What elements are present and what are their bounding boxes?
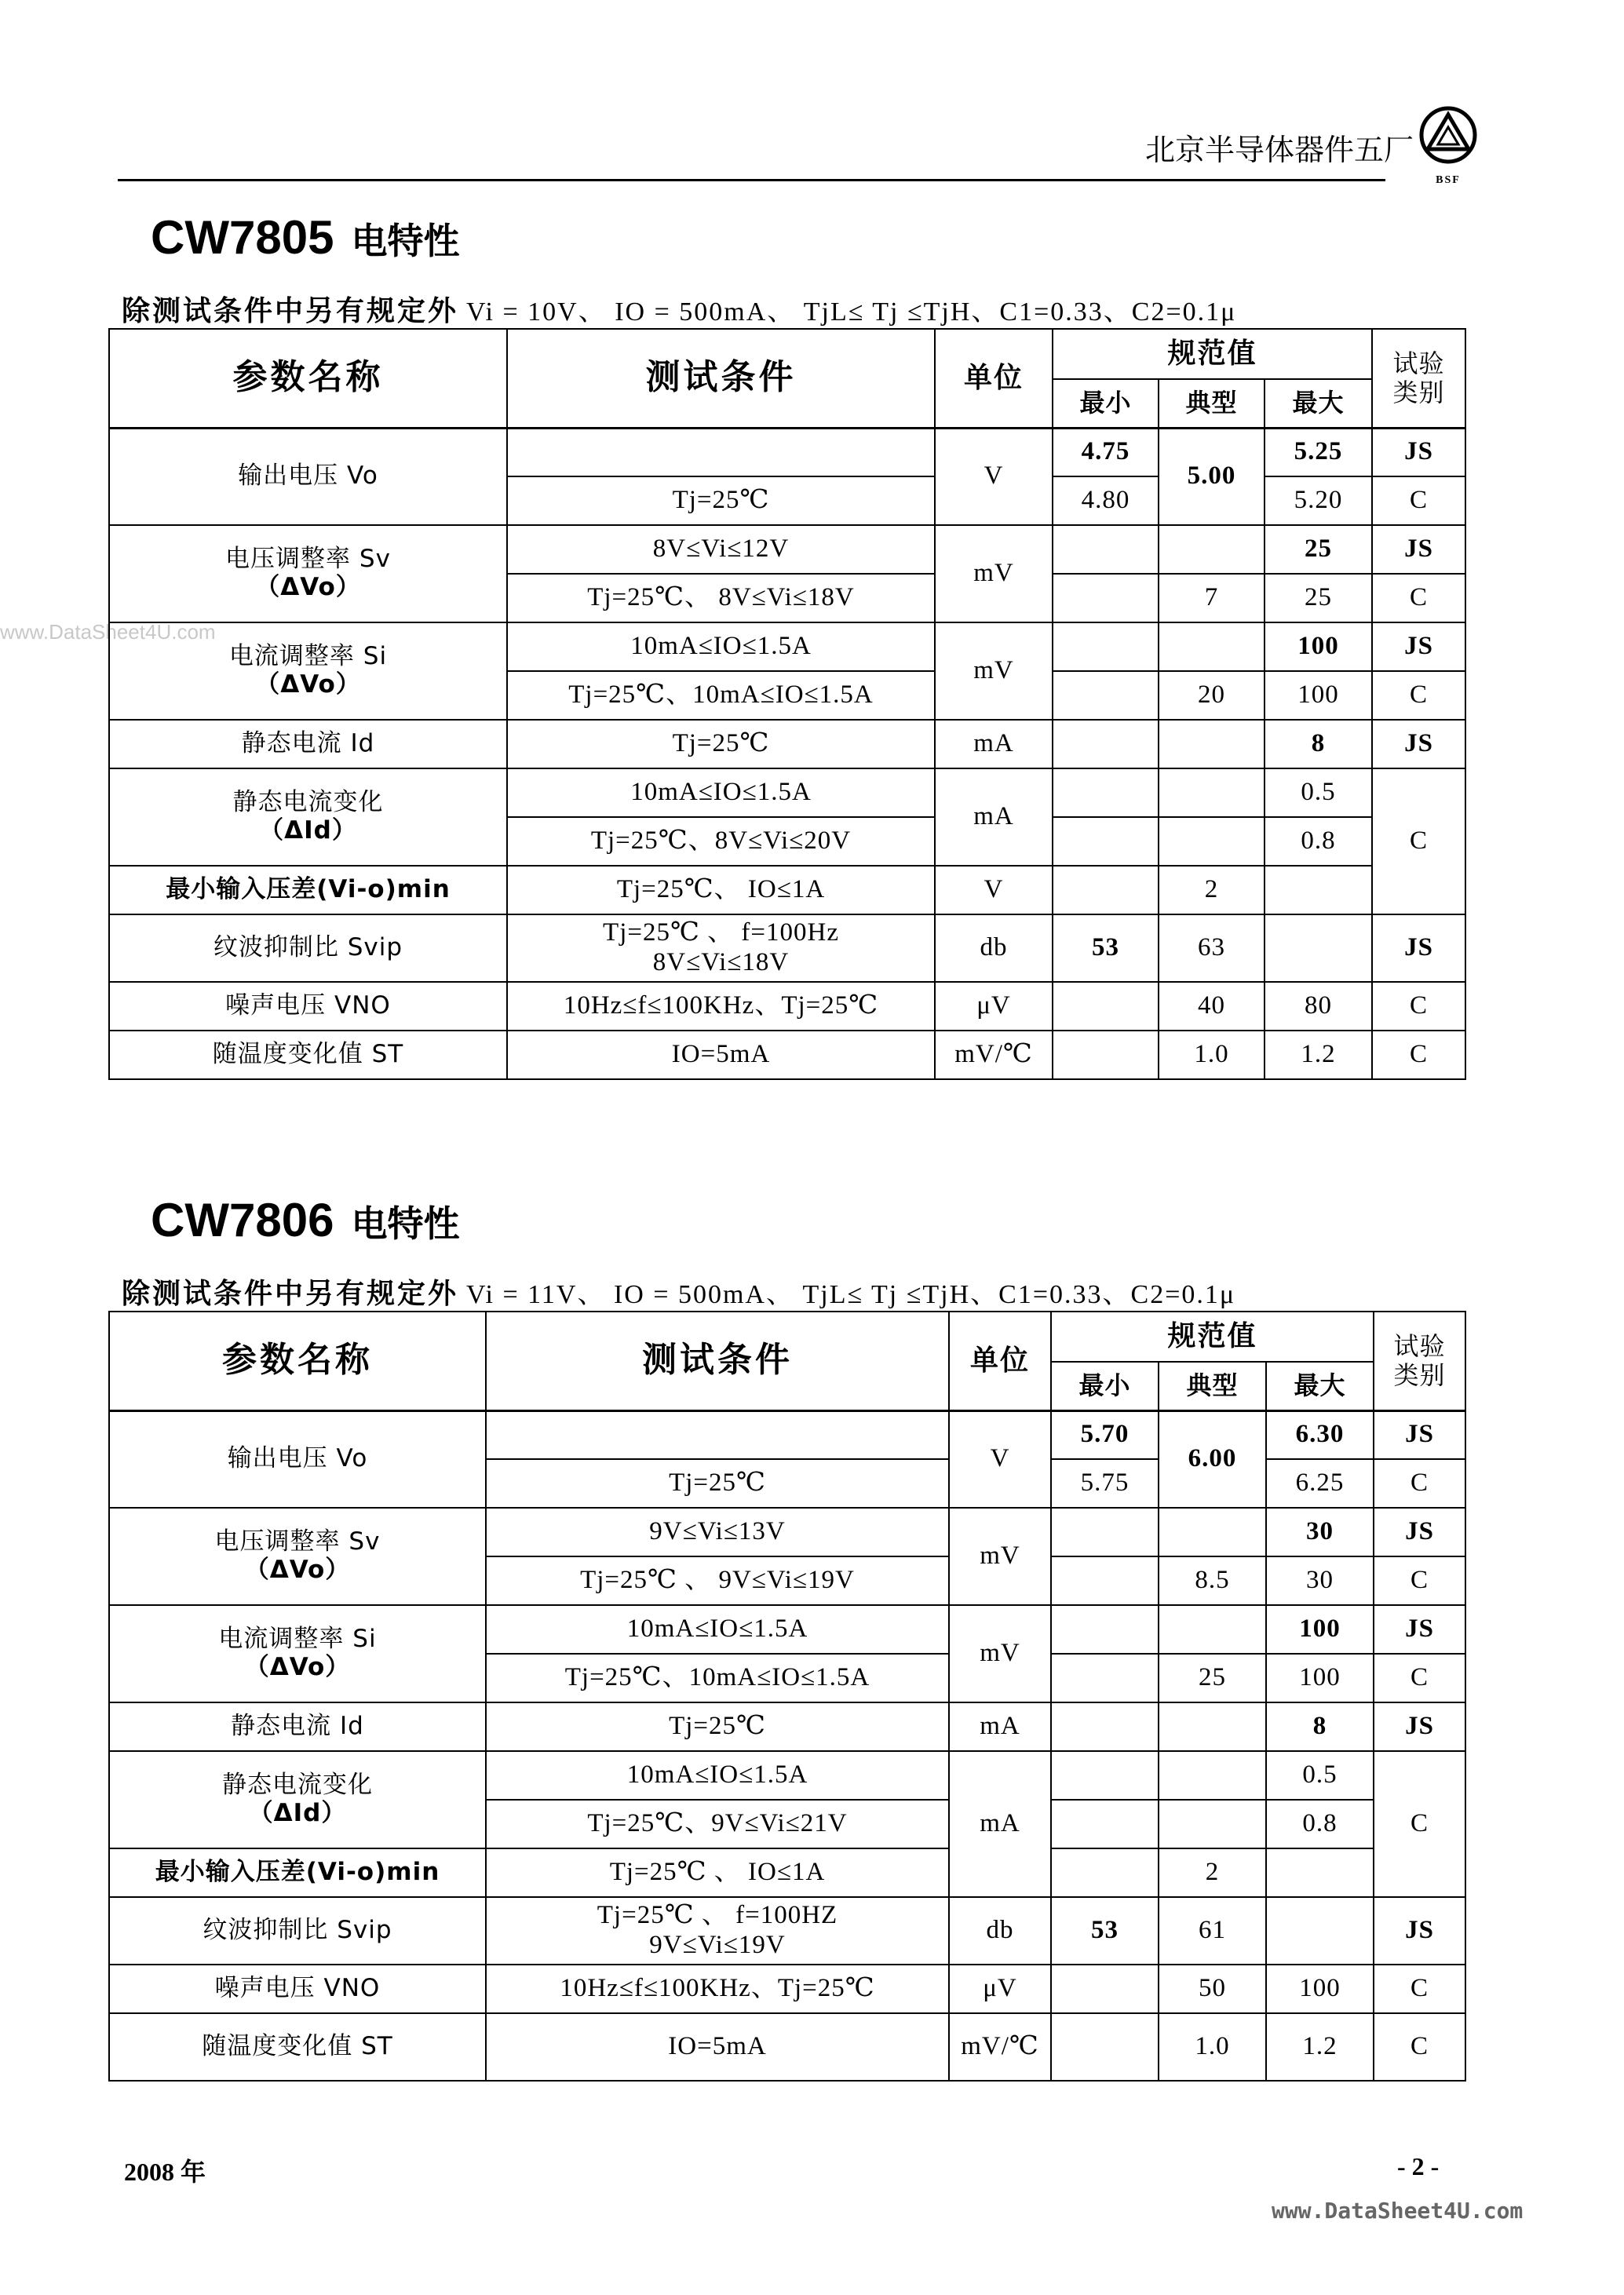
cat-sv-2: C [1372, 574, 1465, 622]
company-name: 北京半导体器件五厂 [1144, 133, 1414, 167]
min-sv-1 [1051, 1508, 1159, 1556]
min-vno [1051, 1965, 1159, 2013]
typ-si-2: 20 [1159, 671, 1265, 720]
max-svip [1266, 1897, 1374, 1965]
param-sv-name: 电压调整率 Sv [225, 545, 391, 574]
typ-id [1159, 720, 1265, 768]
cat-sv-1: JS [1372, 525, 1465, 574]
cat-did: C [1374, 1751, 1465, 1897]
max-si-2: 100 [1265, 671, 1372, 720]
param-si-sub: （ΔVo） [255, 670, 361, 699]
section2-conditions [122, 1272, 1235, 1312]
section2-title [151, 1193, 459, 1247]
unit-svip: db [935, 914, 1053, 982]
param-svip: 纹波抑制比 Svip [109, 914, 507, 982]
header-typ: 典型 [1159, 379, 1265, 428]
cat-st: C [1374, 2013, 1465, 2081]
max-vo-1: 5.25 [1265, 428, 1372, 476]
max-did-2: 0.8 [1266, 1800, 1374, 1848]
cond-st: IO=5mA [507, 1031, 935, 1079]
typ-vio: 2 [1159, 1848, 1266, 1897]
typ-vo: 5.00 [1159, 428, 1265, 525]
param-did-name: 静态电流变化 [222, 1771, 373, 1800]
max-sv-1: 30 [1266, 1508, 1374, 1556]
max-sv-2: 25 [1265, 574, 1372, 622]
min-svip: 53 [1053, 914, 1159, 982]
min-did-1 [1051, 1751, 1159, 1800]
typ-st: 1.0 [1159, 2013, 1266, 2081]
typ-sv-1 [1159, 1508, 1266, 1556]
param-sv [109, 1508, 486, 1605]
cat-id: JS [1374, 1702, 1465, 1751]
min-svip: 53 [1051, 1897, 1159, 1965]
cat-si-2: C [1374, 1654, 1465, 1702]
max-st: 1.2 [1266, 2013, 1374, 2081]
cat-vo-2: C [1372, 476, 1465, 525]
unit-svip: db [949, 1897, 1051, 1965]
param-did [109, 1751, 486, 1848]
cat-si-2: C [1372, 671, 1465, 720]
cond-vno: 10Hz≤f≤100KHz、Tj=25℃ [507, 982, 935, 1031]
typ-did-1 [1159, 768, 1265, 817]
cat-vo-1: JS [1374, 1410, 1465, 1459]
cat-vo-1: JS [1372, 428, 1465, 476]
typ-si-1 [1159, 1605, 1266, 1654]
typ-si-2: 25 [1159, 1654, 1266, 1702]
typ-svip: 61 [1159, 1897, 1266, 1965]
param-si [109, 622, 507, 720]
unit-sv: mV [949, 1508, 1051, 1605]
param-id: 静态电流 Id [109, 1702, 486, 1751]
unit-st: mV/℃ [935, 1031, 1053, 1079]
cond-id: Tj=25℃ [486, 1702, 949, 1751]
page-number: - 2 - [1397, 2152, 1440, 2180]
cond-sv-2: Tj=25℃、 8V≤Vi≤18V [507, 574, 935, 622]
param-did-sub: （ΔId） [259, 816, 357, 845]
watermark: www.DataSheet4U.com [0, 620, 216, 644]
cond-sv-1: 8V≤Vi≤12V [507, 525, 935, 574]
min-did-1 [1053, 768, 1159, 817]
max-vo-1: 6.30 [1266, 1410, 1374, 1459]
cond-svip [507, 914, 935, 982]
param-sv [109, 525, 507, 622]
max-id: 8 [1266, 1702, 1374, 1751]
unit-vo: V [935, 428, 1053, 525]
header-param: 参数名称 [109, 1312, 486, 1410]
min-st [1051, 2013, 1159, 2081]
section1-title-suffix: 电特性 [351, 220, 460, 262]
min-si-2 [1051, 1654, 1159, 1702]
min-id [1053, 720, 1159, 768]
max-st: 1.2 [1265, 1031, 1372, 1079]
cat-st: C [1372, 1031, 1465, 1079]
header-typ: 典型 [1159, 1362, 1266, 1410]
param-sv-name: 电压调整率 Sv [214, 1527, 381, 1556]
min-sv-2 [1053, 574, 1159, 622]
header-cat2: 类别 [1392, 377, 1445, 407]
max-si-1: 100 [1266, 1605, 1374, 1654]
footer-year: 2008 年 [124, 2158, 206, 2186]
param-id: 静态电流 Id [109, 720, 507, 768]
header-cond: 测试条件 [507, 329, 935, 428]
section1-model: CW7805 [151, 211, 334, 264]
typ-did-1 [1159, 1751, 1266, 1800]
header-spec: 规范值 [1051, 1312, 1374, 1362]
unit-id: mA [935, 720, 1053, 768]
header-cat1: 试验 [1392, 348, 1445, 378]
footer-site-link[interactable]: www.DataSheet4U.com [1272, 2198, 1524, 2224]
max-vio [1266, 1848, 1374, 1897]
cond-svip-1: Tj=25℃ 、 f=100HZ [597, 1901, 838, 1930]
max-sv-2: 30 [1266, 1556, 1374, 1605]
max-vo-2: 5.20 [1265, 476, 1372, 525]
param-st: 随温度变化值 ST [109, 1031, 507, 1079]
typ-st: 1.0 [1159, 1031, 1265, 1079]
header-param: 参数名称 [109, 329, 507, 428]
min-vo-1: 5.70 [1051, 1410, 1159, 1459]
cond-did-2: Tj=25℃、9V≤Vi≤21V [486, 1800, 949, 1848]
section2-title-suffix: 电特性 [351, 1202, 460, 1245]
cond-vno: 10Hz≤f≤100KHz、Tj=25℃ [486, 1965, 949, 2013]
max-vno: 80 [1265, 982, 1372, 1031]
typ-sv-1 [1159, 525, 1265, 574]
section2-model: CW7806 [151, 1194, 334, 1246]
min-vio [1051, 1848, 1159, 1897]
cond-id: Tj=25℃ [507, 720, 935, 768]
cond-vio: Tj=25℃ 、 IO≤1A [486, 1848, 949, 1897]
cat-sv-1: JS [1374, 1508, 1465, 1556]
cond-did-1: 10mA≤IO≤1.5A [507, 768, 935, 817]
cat-si-1: JS [1372, 622, 1465, 671]
cond-st: IO=5mA [486, 2013, 949, 2081]
section2-conditions-values: Vi = 11V、 IO = 500mA、 TjL≤ Tj ≤TjH、C1=0.33、C2=0.1μ [466, 1280, 1236, 1309]
typ-svip: 63 [1159, 914, 1265, 982]
typ-id [1159, 1702, 1266, 1751]
typ-vno: 50 [1159, 1965, 1266, 2013]
param-vo: 输出电压 Vo [109, 428, 507, 525]
typ-sv-2: 7 [1159, 574, 1265, 622]
unit-vo: V [949, 1410, 1051, 1508]
unit-si: mV [949, 1605, 1051, 1702]
typ-did-2 [1159, 1800, 1266, 1848]
cond-si-2: Tj=25℃、10mA≤IO≤1.5A [507, 671, 935, 720]
param-vno: 噪声电压 VNO [109, 1965, 486, 2013]
param-sv-sub: （ΔVo） [244, 1556, 351, 1584]
header-category [1374, 1312, 1465, 1410]
section2-conditions-cn: 除测试条件中另有规定外 [122, 1278, 459, 1310]
unit-did: mA [949, 1751, 1051, 1897]
cond-sv-1: 9V≤Vi≤13V [486, 1508, 949, 1556]
max-id: 8 [1265, 720, 1372, 768]
min-id [1051, 1702, 1159, 1751]
section1-conditions-values: Vi = 10V、 IO = 500mA、 TjL≤ Tj ≤TjH、C1=0.33、C2=0.1μ [466, 297, 1237, 327]
param-did-sub: （ΔId） [248, 1799, 347, 1827]
unit-id: mA [949, 1702, 1051, 1751]
max-vo-2: 6.25 [1266, 1459, 1374, 1508]
unit-vno: μV [949, 1965, 1051, 2013]
unit-st: mV/℃ [949, 2013, 1051, 2081]
cond-svip-2: 9V≤Vi≤19V [649, 1931, 786, 1959]
header-category [1372, 329, 1465, 428]
section1-conditions-cn: 除测试条件中另有规定外 [122, 295, 459, 327]
cond-did-2: Tj=25℃、8V≤Vi≤20V [507, 817, 935, 866]
min-si-1 [1053, 622, 1159, 671]
cat-si-1: JS [1374, 1605, 1465, 1654]
param-si [109, 1605, 486, 1702]
header-min: 最小 [1053, 379, 1159, 428]
section1-title [151, 210, 459, 265]
param-did [109, 768, 507, 866]
max-svip [1265, 914, 1372, 982]
param-vno: 噪声电压 VNO [109, 982, 507, 1031]
header-spec: 规范值 [1053, 329, 1372, 379]
header-unit: 单位 [949, 1312, 1051, 1410]
cat-svip: JS [1374, 1897, 1465, 1965]
section1-conditions [122, 289, 1236, 329]
cat-did: C [1372, 768, 1465, 914]
typ-vo: 6.00 [1159, 1410, 1266, 1508]
section1-table [108, 328, 1466, 1080]
cond-did-1: 10mA≤IO≤1.5A [486, 1751, 949, 1800]
header-max: 最大 [1266, 1362, 1374, 1410]
min-vo-2: 5.75 [1051, 1459, 1159, 1508]
header-max: 最大 [1265, 379, 1372, 428]
logo-text: BSF [1436, 174, 1461, 186]
cond-vo-1 [507, 428, 935, 476]
cond-svip-2: 8V≤Vi≤18V [652, 948, 790, 976]
max-si-1: 100 [1265, 622, 1372, 671]
unit-vno: μV [935, 982, 1053, 1031]
unit-vio: V [935, 866, 1053, 914]
cat-vno: C [1372, 982, 1465, 1031]
max-si-2: 100 [1266, 1654, 1374, 1702]
typ-sv-2: 8.5 [1159, 1556, 1266, 1605]
cond-vo-1 [486, 1410, 949, 1459]
header-cat1: 试验 [1393, 1330, 1446, 1361]
param-svip: 纹波抑制比 Svip [109, 1897, 486, 1965]
max-vio [1265, 866, 1372, 914]
param-si-name: 电流调整率 Si [218, 1625, 377, 1654]
min-sv-2 [1051, 1556, 1159, 1605]
header-rule [118, 179, 1385, 181]
unit-si: mV [935, 622, 1053, 720]
param-vio: 最小输入压差(Vi-o)min [109, 1848, 486, 1897]
min-did-2 [1053, 817, 1159, 866]
max-did-2: 0.8 [1265, 817, 1372, 866]
typ-vio: 2 [1159, 866, 1265, 914]
param-si-name: 电流调整率 Si [228, 642, 388, 671]
min-vo-2: 4.80 [1053, 476, 1159, 525]
header-cat2: 类别 [1393, 1359, 1446, 1390]
cat-vo-2: C [1374, 1459, 1465, 1508]
header-cond: 测试条件 [486, 1312, 949, 1410]
cond-svip [486, 1897, 949, 1965]
max-did-1: 0.5 [1265, 768, 1372, 817]
cat-svip: JS [1372, 914, 1465, 982]
cond-vio: Tj=25℃、 IO≤1A [507, 866, 935, 914]
unit-did: mA [935, 768, 1053, 866]
cond-sv-2: Tj=25℃ 、 9V≤Vi≤19V [486, 1556, 949, 1605]
cond-vo-2: Tj=25℃ [507, 476, 935, 525]
max-did-1: 0.5 [1266, 1751, 1374, 1800]
cond-svip-1: Tj=25℃ 、 f=100Hz [603, 918, 839, 947]
param-vio: 最小输入压差(Vi-o)min [109, 866, 507, 914]
param-sv-sub: （ΔVo） [255, 573, 361, 601]
cat-id: JS [1372, 720, 1465, 768]
typ-vno: 40 [1159, 982, 1265, 1031]
cond-si-1: 10mA≤IO≤1.5A [507, 622, 935, 671]
cat-vno: C [1374, 1965, 1465, 2013]
min-did-2 [1051, 1800, 1159, 1848]
min-vo-1: 4.75 [1053, 428, 1159, 476]
max-vno: 100 [1266, 1965, 1374, 2013]
param-si-sub: （ΔVo） [244, 1653, 351, 1681]
header-min: 最小 [1051, 1362, 1159, 1410]
min-st [1053, 1031, 1159, 1079]
min-vno [1053, 982, 1159, 1031]
min-si-2 [1053, 671, 1159, 720]
cat-sv-2: C [1374, 1556, 1465, 1605]
param-did-name: 静态电流变化 [232, 788, 384, 817]
min-sv-1 [1053, 525, 1159, 574]
max-sv-1: 25 [1265, 525, 1372, 574]
cond-si-2: Tj=25℃、10mA≤IO≤1.5A [486, 1654, 949, 1702]
param-st: 随温度变化值 ST [109, 2013, 486, 2081]
typ-si-1 [1159, 622, 1265, 671]
unit-sv: mV [935, 525, 1053, 622]
typ-did-2 [1159, 817, 1265, 866]
section2-table [108, 1311, 1466, 2082]
cond-vo-2: Tj=25℃ [486, 1459, 949, 1508]
cond-si-1: 10mA≤IO≤1.5A [486, 1605, 949, 1654]
header-unit: 单位 [935, 329, 1053, 428]
min-vio [1053, 866, 1159, 914]
min-si-1 [1051, 1605, 1159, 1654]
param-vo: 输出电压 Vo [109, 1410, 486, 1508]
